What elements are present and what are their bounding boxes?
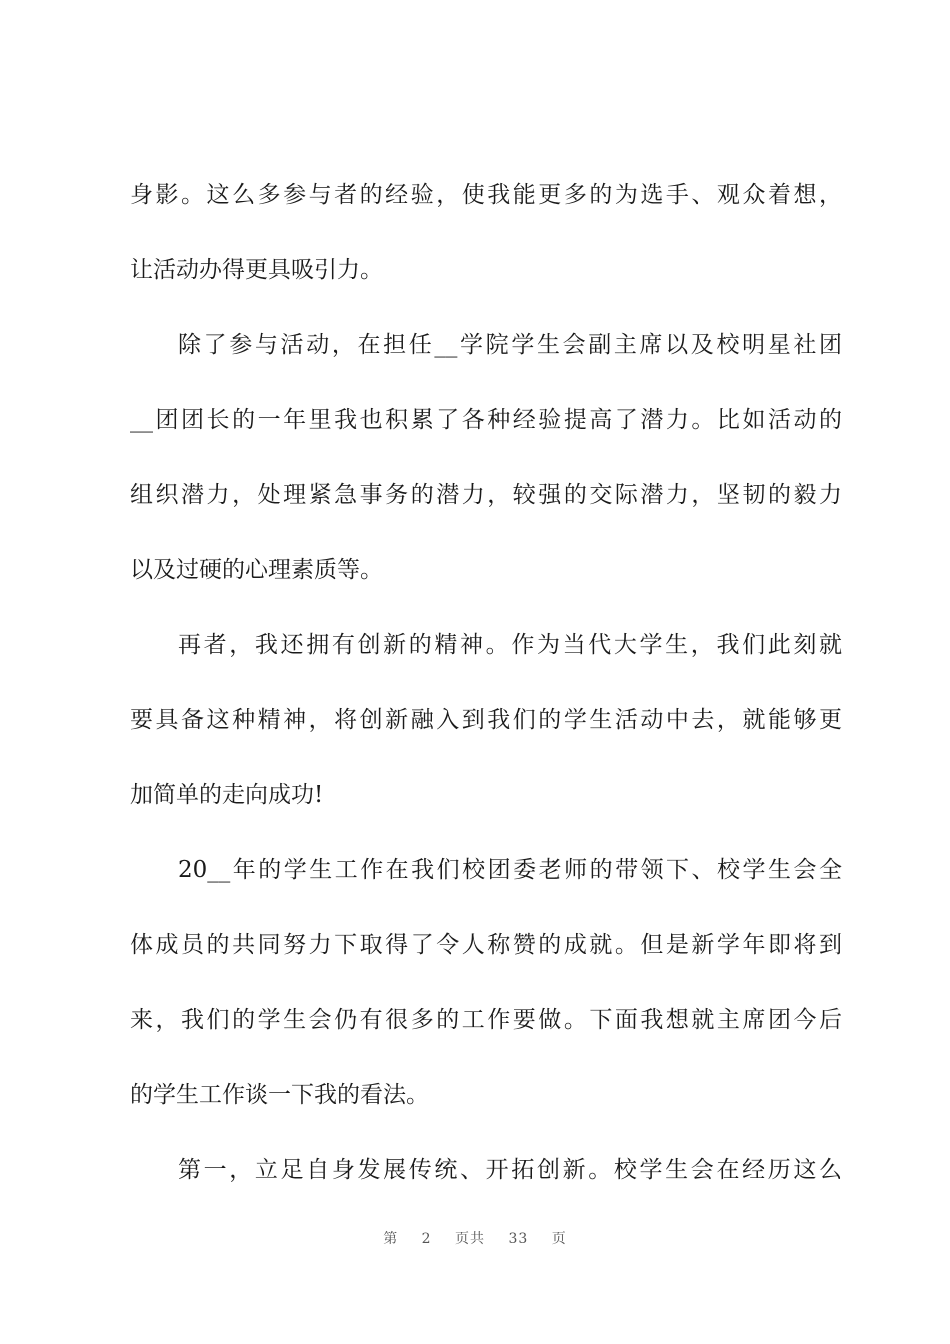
footer-total-pages: 33	[508, 1231, 529, 1247]
footer-current-page: 2	[421, 1231, 432, 1247]
footer-label-mid: 页共	[455, 1231, 486, 1247]
text-line: 除了参与活动，在担任__学院学生会副主席以及校明星社团	[178, 332, 842, 358]
text-line: 组织潜力，处理紧急事务的潜力，较强的交际潜力，坚韧的毅力	[130, 482, 842, 508]
text-line: 让活动办得更具吸引力。	[130, 257, 383, 283]
page-footer	[0, 1228, 950, 1248]
text-line: __团团长的一年里我也积累了各种经验提高了潜力。比如活动的	[130, 407, 842, 433]
footer-label-suffix: 页	[551, 1231, 567, 1247]
footer-label-prefix: 第	[383, 1231, 399, 1247]
text-line: 加简单的走向成功!	[130, 782, 324, 808]
text-line: 来，我们的学生会仍有很多的工作要做。下面我想就主席团今后	[130, 1007, 842, 1033]
text-line: 体成员的共同努力下取得了令人称赞的成就。但是新学年即将到	[130, 932, 842, 958]
text-line: 身影。这么多参与者的经验，使我能更多的为选手、观众着想，	[130, 182, 842, 208]
text-line: 要具备这种精神，将创新融入到我们的学生活动中去，就能够更	[130, 707, 842, 733]
text-line: 第一，立足自身发展传统、开拓创新。校学生会在经历这么	[178, 1157, 842, 1183]
text-line: 再者，我还拥有创新的精神。作为当代大学生，我们此刻就	[178, 632, 842, 658]
text-line: 20__年的学生工作在我们校团委老师的带领下、校学生会全	[178, 857, 842, 883]
document-body	[130, 172, 842, 1222]
text-line: 的学生工作谈一下我的看法。	[130, 1082, 429, 1108]
text-line: 以及过硬的心理素质等。	[130, 557, 383, 583]
